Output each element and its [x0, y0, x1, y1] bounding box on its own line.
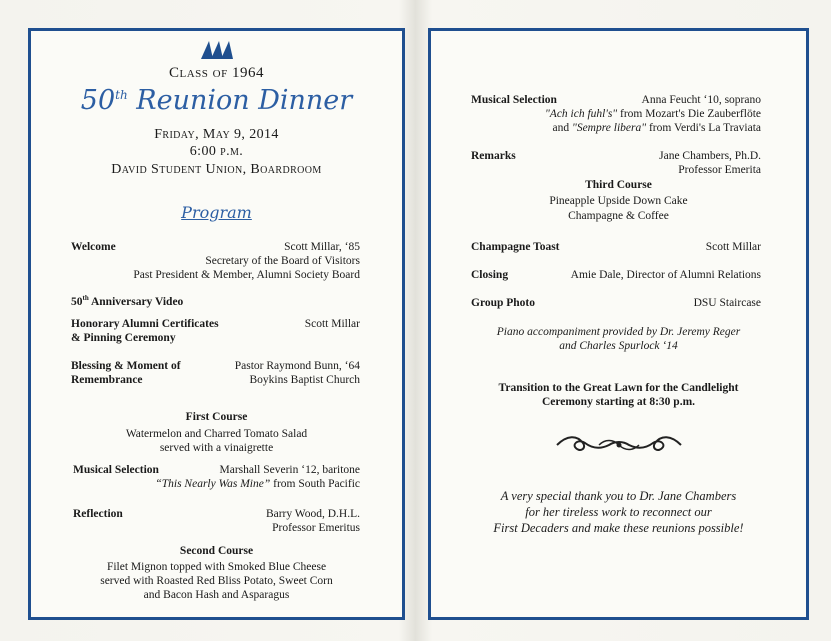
- musical-selection-1-name: Marshall Severin ‘12, baritone: [219, 464, 360, 476]
- program-heading: Program: [181, 203, 252, 222]
- transition-line1: Transition to the Great Lawn for the Candlelight: [498, 382, 739, 394]
- honorary-label-2: & Pinning Ceremony: [71, 332, 176, 344]
- reflection-name: Barry Wood, D.H.L.: [265, 508, 360, 520]
- reflection-label: Reflection: [73, 508, 123, 520]
- right-panel: [428, 28, 809, 620]
- first-course-line2: served with a vinaigrette: [159, 442, 274, 454]
- closing-name: Amie Dale, Director of Alumni Relations: [570, 269, 761, 281]
- group-photo-location: DSU Staircase: [693, 297, 761, 309]
- transition-line2: Ceremony starting at 8:30 p.m.: [541, 396, 696, 408]
- second-course-line2: served with Roasted Red Bliss Potato, Sweet Corn: [100, 575, 333, 587]
- musical-selection-2-label: Musical Selection: [471, 94, 557, 106]
- musical-selection-2-song1: "Ach ich fuhl's" from Mozart's Die Zauberflöte: [544, 108, 761, 120]
- third-course-heading: Third Course: [585, 179, 652, 191]
- event-title: 50th Reunion Dinner: [80, 85, 353, 116]
- university-logo-icon: [201, 39, 235, 59]
- welcome-title: Secretary of the Board of Visitors: [205, 255, 360, 267]
- blessing-church: Boykins Baptist Church: [249, 374, 360, 386]
- blessing-name: Pastor Raymond Bunn, ‘64: [234, 360, 360, 372]
- honorary-label: Honorary Alumni Certificates: [71, 318, 219, 330]
- second-course-line3: and Bacon Hash and Asparagus: [143, 589, 290, 601]
- third-course-line1: Pineapple Upside Down Cake: [549, 195, 688, 207]
- toast-label: Champagne Toast: [471, 241, 560, 253]
- video-label: 50th Anniversary Video: [71, 294, 184, 308]
- second-course-heading: Second Course: [179, 545, 254, 557]
- thanks-line3: First Decaders and make these reunions possible!: [493, 521, 744, 535]
- toast-name: Scott Millar: [705, 241, 761, 253]
- honorary-name: Scott Millar: [304, 318, 360, 330]
- musical-selection-2-name: Anna Feucht ‘10, soprano: [641, 94, 761, 106]
- event-date: Friday, May 9, 2014: [154, 127, 279, 142]
- group-photo-label: Group Photo: [471, 297, 536, 309]
- musical-selection-1-song: “This Nearly Was Mine” from South Pacific: [155, 478, 360, 490]
- left-panel: [28, 28, 405, 620]
- third-course-line2: Champagne & Coffee: [568, 210, 669, 222]
- blessing-label: Blessing & Moment of: [71, 360, 181, 372]
- piano-line1: Piano accompaniment provided by Dr. Jeremy Reger: [496, 326, 741, 338]
- remarks-name: Jane Chambers, Ph.D.: [659, 150, 761, 162]
- musical-selection-1-label: Musical Selection: [73, 464, 159, 476]
- first-course-heading: First Course: [185, 411, 248, 423]
- closing-label: Closing: [471, 269, 509, 281]
- class-of-heading: Class of 1964: [169, 65, 264, 81]
- piano-line2: and Charles Spurlock ‘14: [559, 340, 678, 352]
- welcome-name: Scott Millar, ‘85: [284, 241, 360, 253]
- second-course-line1: Filet Mignon topped with Smoked Blue Cheese: [106, 561, 327, 573]
- musical-selection-2-song2: and "Sempre libera" from Verdi's La Traviata: [552, 122, 761, 134]
- flourish-divider-icon: [553, 433, 685, 457]
- thanks-line2: for her tireless work to reconnect our: [525, 505, 712, 519]
- event-place: David Student Union, Boardroom: [111, 162, 322, 177]
- thanks-line1: A very special thank you to Dr. Jane Chambers: [500, 489, 737, 503]
- event-time: 6:00 p.m.: [189, 144, 244, 159]
- welcome-title-2: Past President & Member, Alumni Society Board: [133, 269, 360, 281]
- blessing-label-2: Remembrance: [71, 374, 143, 386]
- remarks-label: Remarks: [471, 150, 516, 162]
- remarks-title: Professor Emerita: [678, 164, 761, 176]
- reflection-title: Professor Emeritus: [272, 522, 360, 534]
- first-course-line1: Watermelon and Charred Tomato Salad: [125, 428, 308, 440]
- welcome-label: Welcome: [71, 241, 116, 253]
